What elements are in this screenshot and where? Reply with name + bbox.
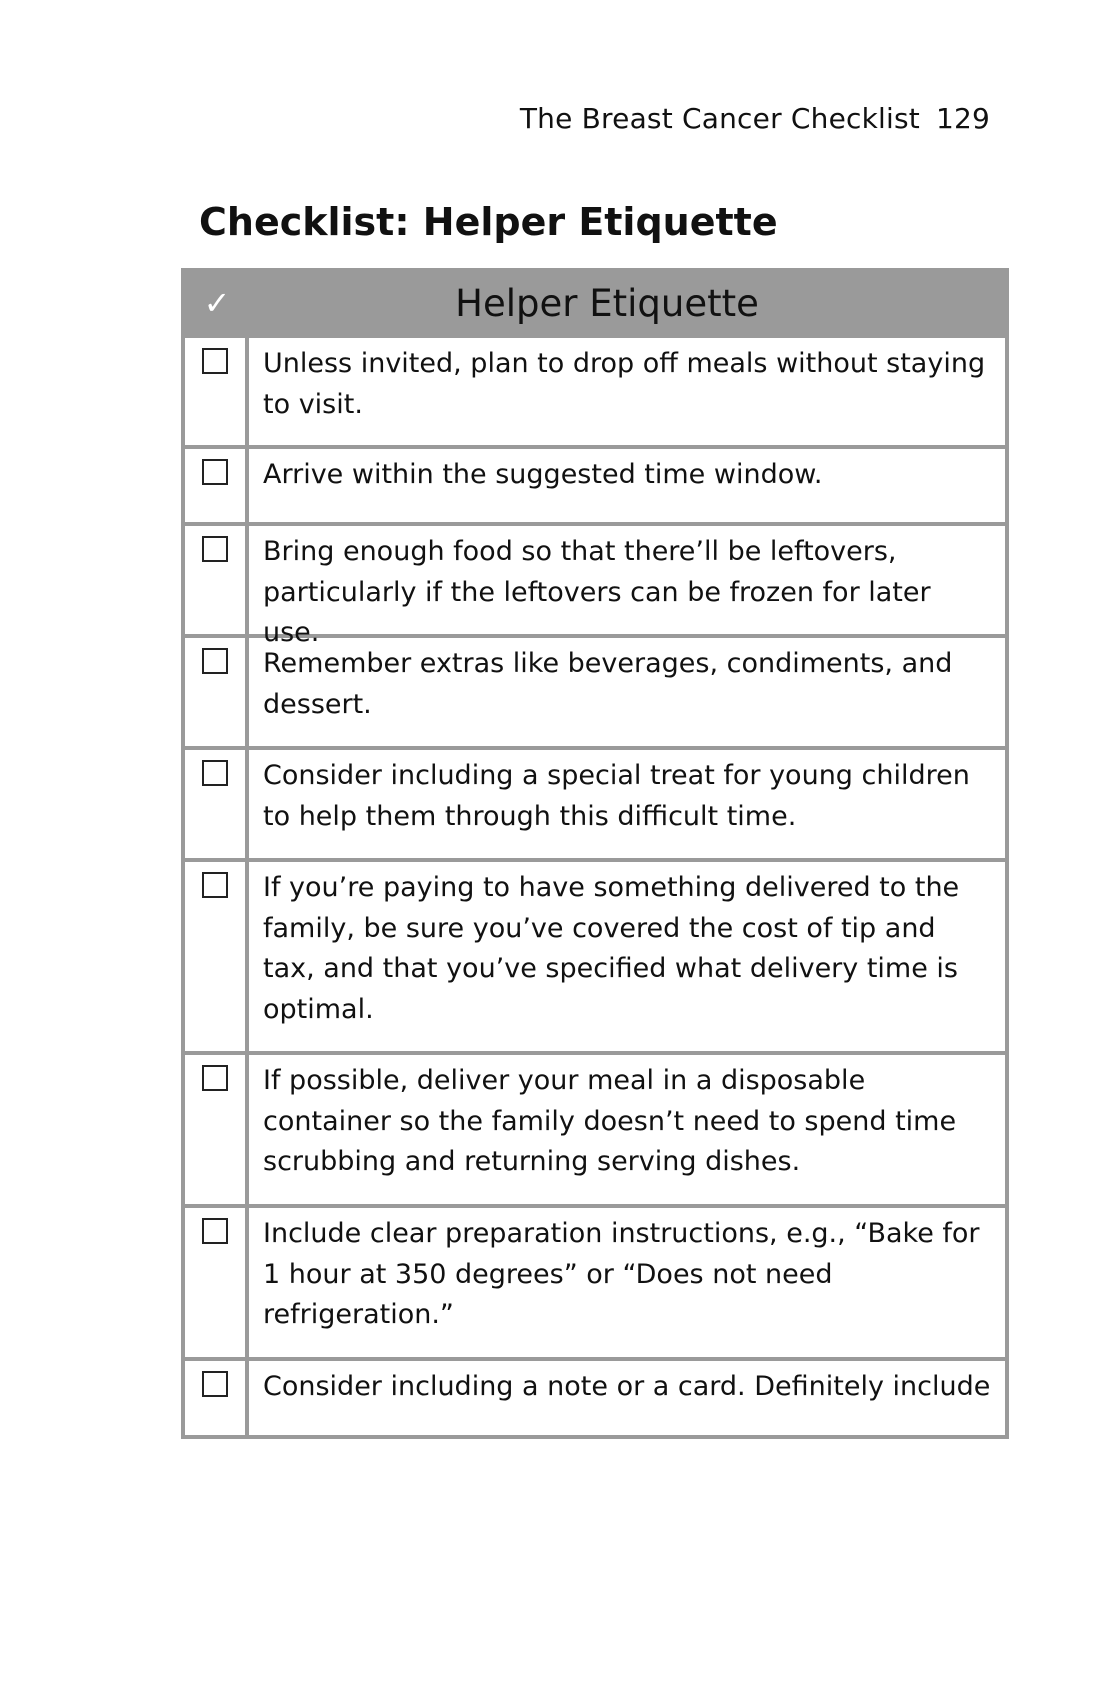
checkbox[interactable] <box>202 648 228 674</box>
checklist-table <box>181 268 1009 1439</box>
checklist-row <box>185 522 1005 648</box>
checklist-row <box>185 334 1005 445</box>
checklist-row <box>185 858 1005 1051</box>
checklist-item-text: Remember extras like beverages, condiments, and dessert. <box>263 648 953 720</box>
checklist-row <box>185 634 1005 746</box>
checkbox[interactable] <box>202 459 228 485</box>
checklist-item-text: Consider including a special treat for young children to help them through this difficult time. <box>263 760 970 832</box>
checklist-item-text: If you’re paying to have something delivered to the family, be sure you’ve covered the cost of tip and tax, and that you’ve specified what delivery time is optimal. <box>263 872 960 1025</box>
checklist-row <box>185 1204 1005 1357</box>
checkbox[interactable] <box>202 536 228 562</box>
checklist-item-text: If possible, deliver your meal in a disposable container so the family doesn’t need to spend time scrubbing and returning serving dishes. <box>263 1065 957 1177</box>
book-title: The Breast Cancer Checklist <box>519 102 920 135</box>
checkbox[interactable] <box>202 760 228 786</box>
checklist-row <box>185 1051 1005 1204</box>
table-header-row <box>185 272 1005 334</box>
checklist-row <box>185 746 1005 858</box>
checkbox[interactable] <box>202 872 228 898</box>
checkbox[interactable] <box>202 1371 228 1397</box>
page-title: Checklist: Helper Etiquette <box>199 200 778 244</box>
checklist-item-text: Consider including a note or a card. Definitely include <box>263 1371 991 1402</box>
checkbox[interactable] <box>202 348 228 374</box>
running-header <box>520 102 990 135</box>
checkmark-icon: ✓ <box>203 284 231 322</box>
checklist-row <box>185 445 1005 522</box>
checklist-item-text: Arrive within the suggested time window. <box>263 459 823 490</box>
checkbox[interactable] <box>202 1218 228 1244</box>
checkbox[interactable] <box>202 1065 228 1091</box>
checklist-item-text: Include clear preparation instructions, e.g., “Bake for 1 hour at 350 degrees” or “Does not need refrigeration.” <box>263 1218 980 1330</box>
checklist-row <box>185 1357 1005 1435</box>
table-heading: Helper Etiquette <box>455 281 759 325</box>
checklist-item-text: Unless invited, plan to drop off meals without staying to visit. <box>263 348 986 420</box>
page-number: 129 <box>935 102 990 135</box>
checklist-item-text: Bring enough food so that there’ll be leftovers, particularly if the leftovers can be frozen for later use. <box>263 536 931 648</box>
